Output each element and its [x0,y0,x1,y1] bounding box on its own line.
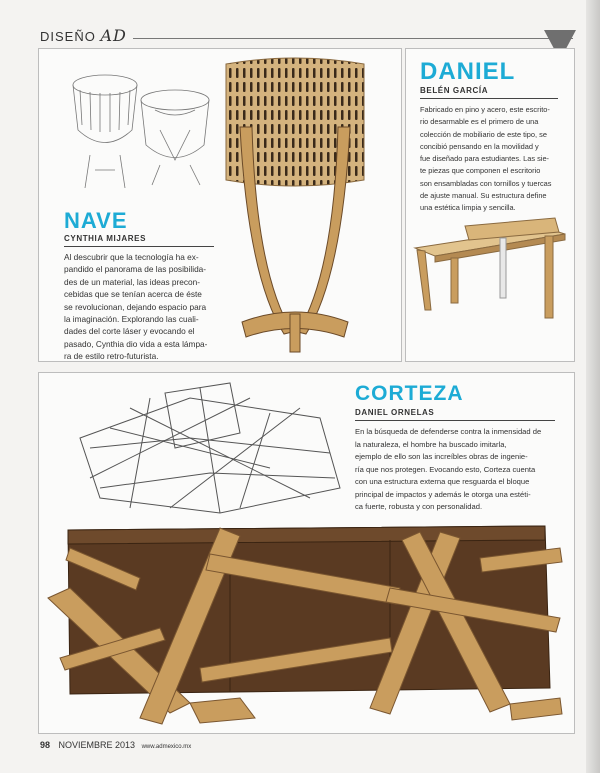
corteza-line: con una estructura externa que resguarda el bloque [355,477,530,486]
corteza-line: ejemplo de ello son las increíbles obras de ingenie- [355,452,528,461]
nave-title: NAVE [64,208,128,233]
nave-line: pandido el panorama de las posibilida- [64,264,207,275]
daniel-line: son ensambladas con tornillos y tuercas [420,178,552,188]
section-label: DISEÑO [40,29,96,44]
corteza-line: ría que nos protegen. Evocando esto, Corteza cuenta [355,464,536,474]
daniel-line: concibió pensando en la movilidad y [420,141,539,151]
section-header [40,26,127,45]
nave-rule [64,246,214,247]
nave-line: la imaginación. Explorando las cuali- [64,314,199,325]
daniel-rule [420,98,558,99]
nave-line: ra de estilo retro-futurista. [64,351,159,362]
corteza-line: la naturaleza, el hombre ha buscado imitarla, [355,439,507,449]
issue-date: NOVIEMBRE 2013 [58,740,136,750]
nave-line: se revolucionan, dejando espacio para [64,301,207,312]
corteza-rule [355,420,555,421]
daniel-desk-image [405,218,573,328]
corteza-title: CORTEZA [355,382,464,405]
page-gutter-shadow [586,0,600,773]
corteza-line: principal de impactos y además le otorga una estéti- [355,489,531,499]
daniel-line: de ajuste manual. Su estructura define [420,191,547,201]
daniel-line: una estética limpia y sencilla. [420,203,516,213]
page-number: 98 [40,740,51,750]
corteza-sideboard-image [40,518,570,728]
header-rule [133,38,573,39]
page-footer [40,740,191,750]
nave-designer: CYNTHIA MIJARES [64,234,147,243]
brand-mark: AD [100,26,127,45]
corteza-line: En la búsqueda de defenderse contra la inmensidad de [355,427,542,436]
nave-sketch-image [60,60,220,190]
daniel-line: rio desarmable es el primero de una [420,117,539,127]
corteza-sketch-image [70,378,350,518]
nave-line: Al descubrir que la tecnología ha ex- [64,252,199,262]
corteza-line: ca fuerte, robusta y con personalidad. [355,502,483,511]
nave-body [64,251,234,363]
daniel-designer: BELÉN GARCÍA [420,86,489,95]
nave-line: cebidas que se tenían acerca de éste [64,289,202,300]
daniel-line: te piezas que componen el escritorio [420,166,541,176]
daniel-line: Fabricado en pino y acero, este escrito- [420,105,550,114]
nave-line: dades del corte láser y evocando el [64,326,195,337]
nave-line: pasado, Cynthia dio vida a esta lámpa- [64,338,208,349]
daniel-title: DANIEL [420,58,516,85]
nave-lamp-image [220,52,370,362]
nave-line: des de un material, las ideas precon- [64,276,201,287]
corteza-designer: DANIEL ORNELAS [355,408,435,417]
magazine-url: www.admexico.mx [141,744,192,750]
corteza-body [355,426,567,514]
daniel-body [420,104,570,215]
daniel-line: colección de mobiliario de este tipo, se [420,129,547,139]
daniel-line: fue diseñado para estudiantes. Las sie- [420,154,550,164]
